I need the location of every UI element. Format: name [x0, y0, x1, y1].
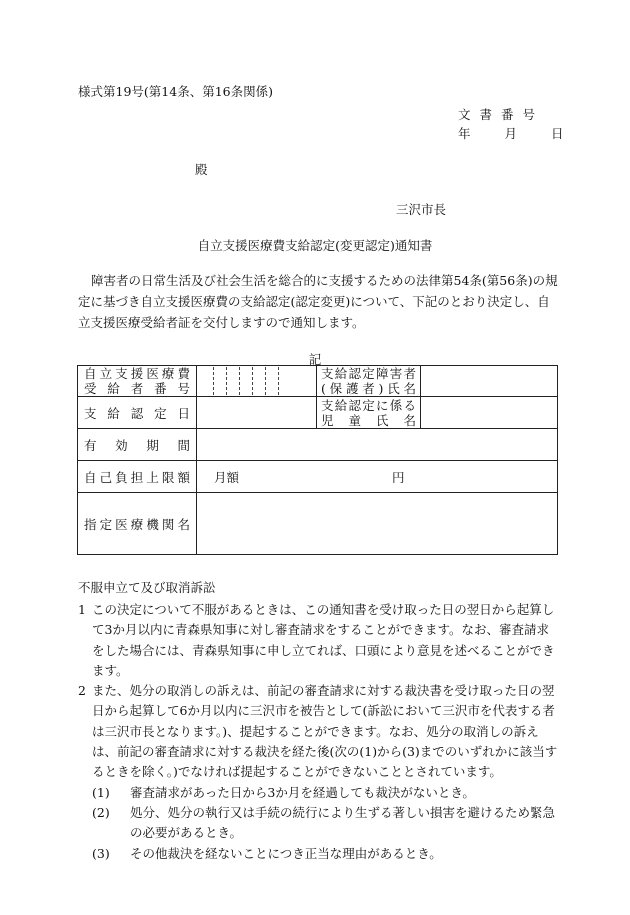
table-row-cert-date	[78, 397, 558, 429]
cert-date-field[interactable]	[197, 397, 317, 429]
issuer-name: 三沢市長	[396, 202, 447, 217]
appeal-subitem: (3) その他裁決を経ないことにつき正当な理由があるとき。	[92, 845, 442, 861]
date-year: 年	[458, 126, 471, 141]
table-row-recipient-number	[78, 366, 558, 397]
institution-field[interactable]	[197, 493, 558, 555]
date-line	[458, 124, 564, 142]
patient-name-label: 支給認定障害者 (保護者)氏名	[317, 366, 421, 397]
copay-limit-field[interactable]	[197, 461, 558, 493]
validity-field[interactable]	[197, 429, 558, 461]
appeal-subitem: (2) 処分、処分の執行又は手続の続行により生ずる著しい損害を避けるため緊急の必要があるとき。	[92, 804, 556, 841]
appeal-item: 1 この決定について不服があるときは、この通知書を受け取った日の翌日から起算して3か月以内に青森県知事に対し審査請求をすることができます。なお、審査請求をした場合には、青森県知事に申し立てれば、口頭により意見を述べることができます。	[78, 602, 555, 678]
appeal-item: 2 また、処分の取消しの訴えは、前記の審査請求に対する裁決書を受け取った日の翌日から起算して6か月以内に三沢市を被告として(訴訟において三沢市を代表する者は三沢市長となります。)、提起することができます。なお、処分の取消しの訴えは、前記の審査請求に対する裁決を経た後(次の(1)から(3)までのいずれかに該当するときを除く。)でなければ提起することができないこととされています。	[78, 683, 558, 780]
date-day: 日	[551, 126, 564, 141]
institution-label: 指定医療機関名	[78, 493, 197, 555]
child-name-label: 支給認定に係る 児童氏名	[317, 397, 421, 429]
recipient-number-field[interactable]	[197, 366, 317, 397]
copay-limit-label: 自己負担上限額	[78, 461, 197, 493]
table-row-copay	[78, 461, 558, 493]
intro-paragraph: 障害者の日常生活及び社会生活を総合的に支援するための法律第54条(第56条)の規定に基づき自立支援医療費の支給認定(認定変更)について、下記のとおり決定し、自立支援医療受給者証を交付しますので通知します。	[78, 273, 558, 330]
table-row-validity	[78, 429, 558, 461]
digit-boxes	[201, 367, 291, 395]
document-number-label: 文書番号	[458, 107, 545, 122]
monthly-label: 月額	[214, 469, 240, 485]
table-row-institution	[78, 493, 558, 555]
recipient-honorific: 殿	[195, 162, 208, 177]
child-name-field[interactable]	[421, 397, 558, 429]
appeal-heading: 不服申立て及び取消訴訟	[78, 580, 216, 595]
date-month: 月	[504, 126, 518, 141]
form-number: 様式第19号(第14条、第16条関係)	[78, 84, 273, 99]
yen-label: 円	[392, 469, 405, 485]
appeal-subitem: (1) 審査請求があった日から3か月を経過しても裁決がないとき。	[92, 784, 475, 800]
patient-name-field[interactable]	[421, 366, 558, 397]
appeal-notes	[78, 600, 560, 864]
cert-date-label: 支給認定日	[78, 397, 197, 429]
validity-label: 有効期間	[78, 429, 197, 461]
certification-table	[77, 365, 558, 555]
recipient-number-label: 自立支援医療費 受給者番号	[78, 366, 197, 397]
ki-marker: 記	[308, 352, 322, 367]
document-title: 自立支援医療費支給認定(変更認定)通知書	[197, 238, 433, 253]
